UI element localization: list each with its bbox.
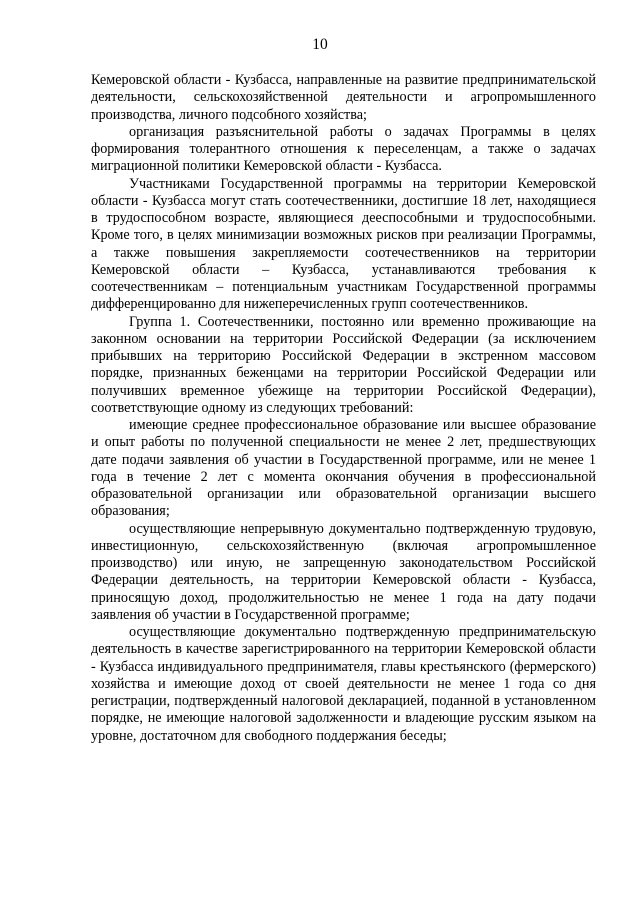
paragraph-work-requirement: осуществляющие непрерывную документально подтвержденную трудовую, инвестиционную, сельскохозяйственную (включая агропромышленное производство) или иную, не запрещенную законодательством Российской Федерации деятельность, на территории Кемеровской области - Кузбасса, приносящую доход, продолжительностью не менее 1 года на дату подачи заявления об участии в Государственной программе; (91, 520, 596, 623)
paragraph-education-requirement: имеющие среднее профессиональное образование или высшее образование и опыт работы по полученной специальности не менее 2 лет, предшествующих дате подачи заявления об участии в Государственной программе, или не менее 1 года в течение 2 лет с момента окончания обучения в профессиональной образовательной организации или образовательной организации высшего образования; (91, 417, 596, 520)
paragraph-entrepreneur-requirement: осуществляющие документально подтвержденную предпринимательскую деятельность в качестве зарегистрированного на территории Кемеровской области - Кузбасса индивидуального предпринимателя, главы крестьянского (фермерского) хозяйства и имеющие доход от своей деятельности не менее 1 года со дня регистрации, подтвержденный налоговой декларацией, поданной в установленном порядке, не имеющие налоговой задолженности и владеющие русским языком на уровне, достаточном для свободного поддержания беседы; (91, 624, 596, 744)
document-body (91, 72, 596, 745)
paragraph-continuation: Кемеровской области - Кузбасса, направленные на развитие предпринимательской деятельности, сельскохозяйственной деятельности и агропромышленного производства, личного подсобного хозяйства; (91, 72, 596, 123)
paragraph-participants: Участниками Государственной программы на территории Кемеровской области - Кузбасса могут стать соотечественники, достигшие 18 лет, находящиеся в трудоспособном возрасте, являющиеся дееспособными и трудоспособными. Кроме того, в целях минимизации возможных рисков при реализации Программы, а также повышения закрепляемости соотечественников на территории Кемеровской области – Кузбасса, устанавливаются требования к соотечественникам – потенциальным участникам Государственной программы дифференцированно для нижеперечисленных групп соотечественников. (91, 175, 596, 313)
paragraph-explanatory-work: организация разъяснительной работы о задачах Программы в целях формирования толерантного отношения к переселенцам, а также о задачах миграционной политики Кемеровской области - Кузбасса. (91, 123, 596, 175)
page-number: 10 (312, 36, 328, 53)
paragraph-group-1: Группа 1. Соотечественники, постоянно или временно проживающие на законном основании на территории Российской Федерации (за исключением прибывших на территорию Российской Федерации в экстренном массовом порядке, признанных беженцами на территории Российской Федерации или получивших временное убежище на территории Российской Федерации), соответствующие одному из следующих требований: (91, 313, 596, 416)
